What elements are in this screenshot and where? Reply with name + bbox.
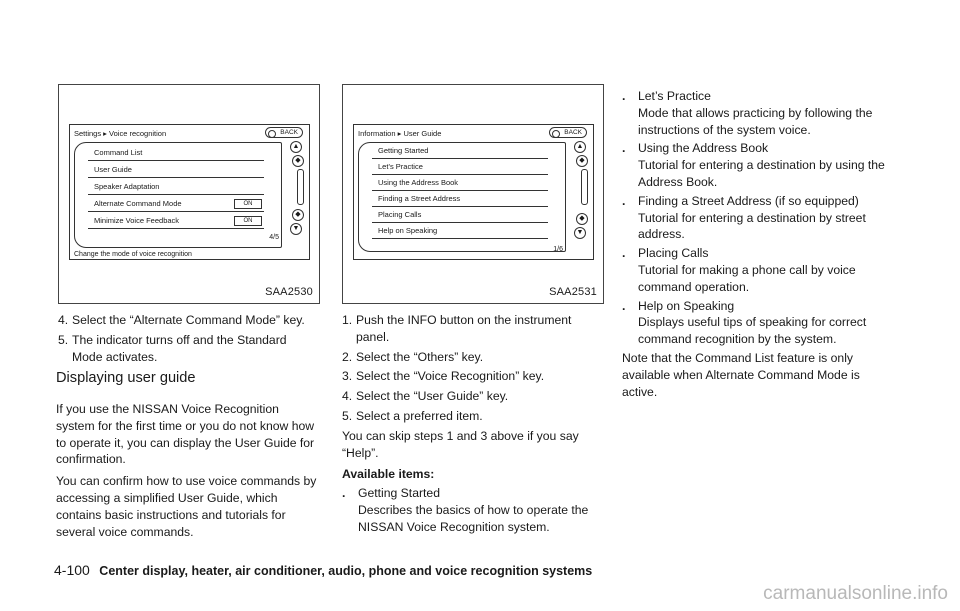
step: 4. Select the “User Guide” key. xyxy=(342,389,509,404)
paragraph: You can confirm how to use voice commands by accessing a simplified User Guide, which contains basic instructions and tutorials for several voice commands. xyxy=(56,474,317,539)
step: 5. The indicator turns off and the Standard Mode activates. xyxy=(58,332,287,364)
bullet-item: . Placing Calls xyxy=(622,246,709,261)
bullet-description: Tutorial for entering a destination by using the Address Book. xyxy=(638,158,885,189)
back-button: BACK xyxy=(265,127,303,138)
bullet-item: . Help on Speaking xyxy=(622,298,735,313)
bullet-description: Displays useful tips of speaking for correct command recognition by the system. xyxy=(638,315,867,347)
bullet-icon: . xyxy=(342,486,346,501)
paragraph: You can skip steps 1 and 3 above if you say “Help”. xyxy=(342,428,579,460)
scrollbar-icon xyxy=(297,169,304,205)
list-item: Speaker Adaptation xyxy=(88,180,264,195)
list-item: Help on Speaking xyxy=(372,224,548,239)
bullet-icon: . xyxy=(622,298,626,313)
body-text xyxy=(56,401,320,545)
bullet-description: Mode that allows practicing by following the instructions of the system voice. xyxy=(638,105,873,137)
screen-title: Settings ▸ Voice recognition xyxy=(74,129,167,138)
list-item-alternate-command-mode xyxy=(88,197,264,212)
bullet-description: Tutorial for entering a destination by street address. xyxy=(638,210,866,242)
figure-label: SAA2530 xyxy=(265,286,313,298)
scroll-down-icon: ▼ xyxy=(574,227,586,239)
list-item: Finding a Street Address xyxy=(372,192,548,207)
bullet-item: . Using the Address Book xyxy=(622,141,769,156)
bullet-item: . Getting Started xyxy=(342,486,440,501)
bullet-icon: . xyxy=(622,89,626,103)
on-indicator: ON xyxy=(234,216,262,226)
scroll-down-icon: ▼ xyxy=(290,223,302,235)
step: 5. Select a preferred item. xyxy=(342,408,483,423)
page-number: 4-100 xyxy=(54,562,90,578)
section-heading: Displaying user guide xyxy=(56,370,196,386)
watermark: carmanualsonline.info xyxy=(763,583,948,604)
list-item: Command List xyxy=(88,146,264,161)
scroll-up-icon: ▲ xyxy=(574,141,586,153)
page-indicator: 4/5 xyxy=(269,234,279,241)
list-item: Using the Address Book xyxy=(372,176,548,191)
bullet-item: . Finding a Street Address (if so equipped) xyxy=(622,193,859,208)
items-list xyxy=(622,86,890,405)
bullet-icon: . xyxy=(622,246,626,261)
list-item-label: Minimize Voice Feedback xyxy=(94,216,180,225)
back-button: BACK xyxy=(549,127,587,138)
steps-list xyxy=(58,312,320,368)
page-down-icon: ◆ xyxy=(576,213,588,225)
steps-list xyxy=(342,312,604,538)
page-footer xyxy=(54,562,592,578)
chapter-title: Center display, heater, air conditioner, audio, phone and voice recognition systems xyxy=(99,564,593,578)
available-items-heading: Available items: xyxy=(342,467,435,482)
step: 1. Push the INFO button on the instrument panel. xyxy=(342,313,572,344)
list-item: Placing Calls xyxy=(372,208,548,223)
list-item: Let’s Practice xyxy=(372,160,548,175)
list-item-label: Alternate Command Mode xyxy=(94,199,182,208)
step: 3. Select the “Voice Recognition” key. xyxy=(342,369,545,384)
step: 2. Select the “Others” key. xyxy=(342,349,484,364)
page-indicator: 1/6 xyxy=(553,246,563,253)
screen-mockup xyxy=(69,124,310,260)
screen-footer-text: Change the mode of voice recognition xyxy=(74,251,192,258)
bullet-icon: . xyxy=(622,141,626,156)
scrollbar-icon xyxy=(581,169,588,205)
bullet-icon: . xyxy=(622,193,626,208)
bullet-description: Tutorial for making a phone call by voice command operation. xyxy=(638,262,856,294)
list-item: User Guide xyxy=(88,163,264,178)
screen-mockup xyxy=(353,124,594,260)
list-item: Getting Started xyxy=(372,144,548,159)
note-paragraph: Note that the Command List feature is only available when Alternate Command Mode is active. xyxy=(622,350,860,399)
figure-voice-recognition-settings xyxy=(58,84,320,304)
paragraph: If you use the NISSAN Voice Recognition system for the first time or you do not know how to operate it, you can display the User Guide for confirmation. xyxy=(56,402,315,467)
page-down-icon: ◆ xyxy=(292,209,304,221)
bullet-item: . Let’s Practice xyxy=(622,89,711,103)
screen-title: Information ▸ User Guide xyxy=(358,129,442,138)
step: 4. Select the “Alternate Command Mode” key. xyxy=(58,313,305,327)
page-up-icon: ◆ xyxy=(292,155,304,167)
page-up-icon: ◆ xyxy=(576,155,588,167)
figure-user-guide xyxy=(342,84,604,304)
scroll-up-icon: ▲ xyxy=(290,141,302,153)
list-item-minimize-voice-feedback xyxy=(88,214,264,229)
figure-label: SAA2531 xyxy=(549,286,597,298)
on-indicator: ON xyxy=(234,199,262,209)
bullet-description: Describes the basics of how to operate the NISSAN Voice Recognition system. xyxy=(358,502,589,534)
